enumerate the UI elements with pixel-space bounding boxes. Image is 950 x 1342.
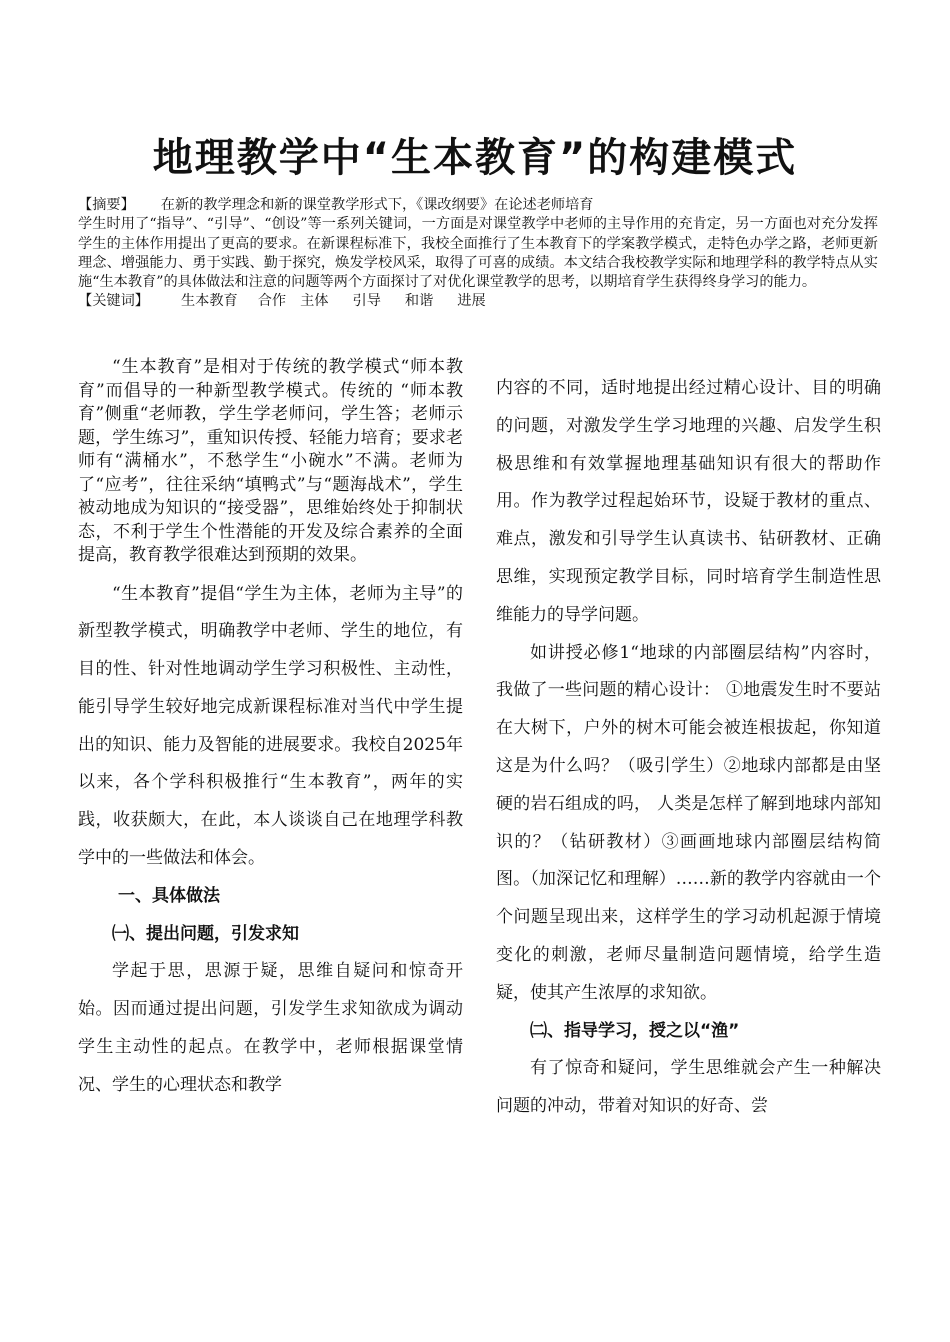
keywords-line [78, 292, 878, 311]
abstract-first-line [78, 196, 878, 215]
subsection-heading: ㈠、提出问题，引发求知 [112, 923, 299, 944]
abstract-block [78, 196, 878, 312]
keyword-item: 和谐 [404, 293, 434, 310]
right-column [496, 370, 881, 1126]
left-column [78, 356, 463, 1105]
keywords-tag: 【关键词】 [78, 293, 149, 310]
page-title: 地理教学中“生本教育”的构建模式 [152, 135, 798, 181]
abstract-text: 学生时用了“指导”、“引导”、“创设”等一系列关键词，一方面是对课堂教学中老师的主导作用的充肯定，另一方面也对充分发挥学生的主体作用提出了更高的要求。在新课程标准下，我校全面推行了生本教育下的学案教学模式，走特色办学之路，老师更新理念、增强能力、勇于实践、勤于探究，焕发学校风采，取得了可喜的成绩。本文结合我校教学实际和地理学科的教学特点从实施“生本教育”的具体做法和注意的问题等两个方面探讨了对优化课堂教学的思考，以期培育学生获得终身学习的能力。 [78, 216, 878, 291]
section-heading: 一、具体做法 [118, 885, 220, 906]
body-paragraph: “生本教育”提倡“学生为主体，老师为主导”的新型教学模式，明确教学中老师、学生的地位，有目的性、针对性地调动学生学习积极性、主动性，能引导学生较好地完成新课程标准对当代中学生提出的知识、能力及智能的进展要求。我校自2025年以来，各个学科积极推行“生本教育”，两年的实践，收获颇大，在此，本人谈谈自己在地理学科教学中的一些做法和体会。 [78, 583, 463, 869]
keyword-item: 主体 [300, 293, 329, 310]
subsection-heading: ㈡、指导学习，授之以“渔” [530, 1020, 740, 1041]
keyword-item: 进展 [457, 293, 486, 310]
body-paragraph: “生本教育”是相对于传统的教学模式“师本教育”而倡导的一种新型教学模式。传统的 “师本教育”侧重“老师教，学生学老师问，学生答；老师示题，学生练习”，重知识传授、轻能力培育；要求老师有“满桶水”，不愁学生“小碗水”不满。老师为了“应考”，往往采纳“填鸭式”与“题海战术”，学生被动地成为知识的“接受器”，思维始终处于抑制状态，不利于学生个性潜能的开发及综合素养的全面提高，教育教学很难达到预期的效果。 [78, 357, 463, 565]
keyword-item: 引导 [352, 293, 381, 310]
body-paragraph: 有了惊奇和疑问，学生思维就会产生一种解决问题的冲动，带着对知识的好奇、尝 [496, 1058, 881, 1117]
body-paragraph: 学起于思，思源于疑，思维自疑问和惊奇开始。因而通过提出问题，引发学生求知欲成为调动学生主动性的起点。在教学中，老师根据课堂情况、学生的心理状态和教学 [78, 961, 463, 1095]
body-paragraph: 如讲授必修1“地球的内部圈层结构”内容时，我做了一些问题的精心设计： ①地震发生时不要站在大树下，户外的树木可能会被连根拔起，你知道这是为什么吗？（吸引学生）②地球内部都是由坚硬的岩石组成的吗， 人类是怎样了解到地球内部知识的？（钻研教材）③画画地球内部圈层结构简图。（加深记忆和理解）……新的教学内容就由一个个问题呈现出来，这样学生的学习动机起源于情境变化的刺激，老师尽量制造问题情境，给学生造疑，使其产生浓厚的求知欲。 [496, 642, 881, 1003]
keyword-item: 生本教育 [180, 293, 238, 310]
body-paragraph: 内容的不同，适时地提出经过精心设计、目的明确的问题，对激发学生学习地理的兴趣、启发学生积极思维和有效掌握地理基础知识有很大的帮助作用。作为教学过程起始环节，设疑于教材的重点、难点，激发和引导学生认真读书、钻研教材、正确思维，实现预定教学目标，同时培育学生制造性思维能力的导学问题。 [496, 378, 881, 625]
abstract-text-start: 在新的教学理念和新的课堂教学形式下，《课改纲要》在论述老师培育 [160, 197, 594, 213]
abstract-tag: 【摘要】 [78, 197, 135, 213]
keyword-item: 合作 [257, 293, 287, 310]
